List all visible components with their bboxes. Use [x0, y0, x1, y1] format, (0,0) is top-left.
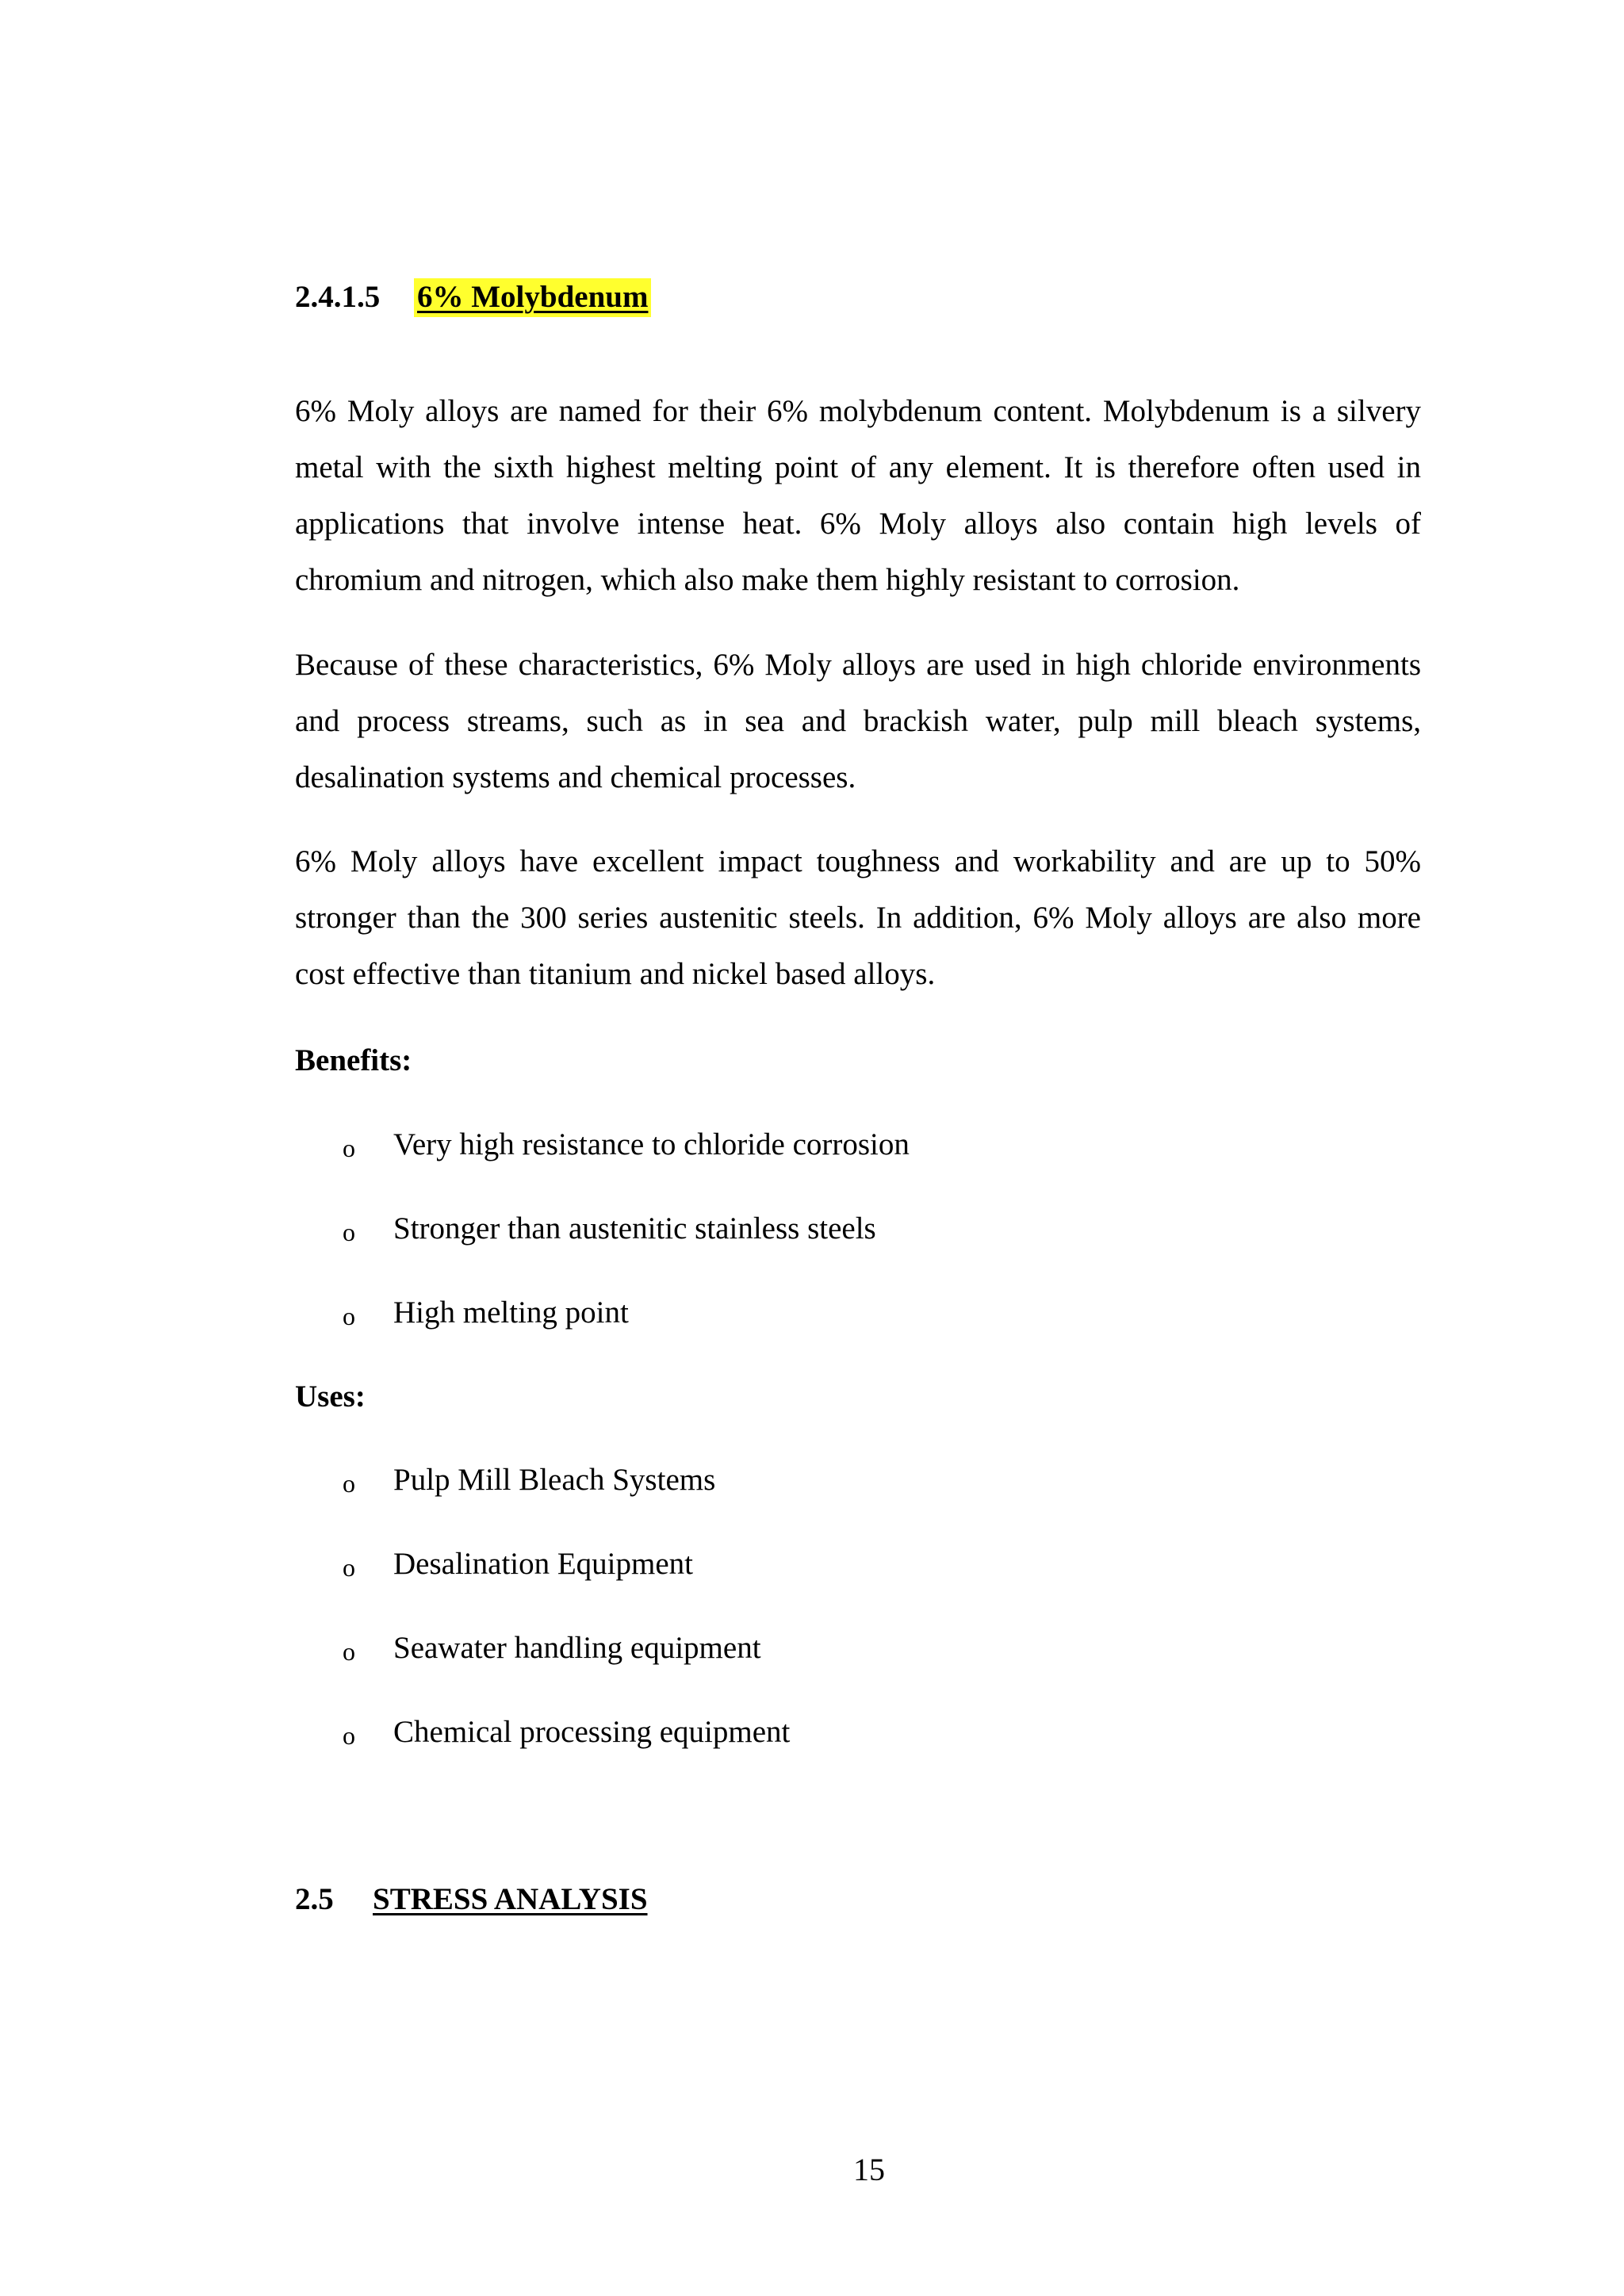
- bullet-marker: o: [343, 1721, 355, 1750]
- bullet-marker: o: [343, 1469, 355, 1498]
- bullet-marker: o: [343, 1218, 355, 1246]
- bullet-marker: o: [343, 1302, 355, 1330]
- list-item-text: Desalination Equipment: [393, 1547, 694, 1581]
- uses-label: Uses:: [295, 1380, 366, 1414]
- list-item-text: Seawater handling equipment: [393, 1631, 761, 1665]
- list-item-text: High melting point: [393, 1295, 629, 1330]
- section-title: STRESS ANALYSIS: [373, 1882, 648, 1916]
- paragraph-intro: 6% Moly alloys are named for their 6% molybdenum content. Molybdenum is a silvery metal with the sixth highest melting point of any element. It is therefore often used in applications that involve intense heat. 6% Moly alloys also contain high levels of chromium and nitrogen, which also make them highly resistant to corrosion.: [295, 394, 1421, 597]
- bullet-marker: o: [343, 1637, 355, 1666]
- section-title: 6% Molybdenum: [414, 278, 651, 317]
- list-item-text: Pulp Mill Bleach Systems: [393, 1463, 716, 1497]
- bullet-marker: o: [343, 1553, 355, 1582]
- benefits-label: Benefits:: [295, 1043, 412, 1077]
- bullet-marker: o: [343, 1134, 355, 1162]
- page-number: 15: [853, 2152, 885, 2187]
- list-item-text: Chemical processing equipment: [393, 1715, 791, 1749]
- list-item-text: Very high resistance to chloride corrosion: [393, 1127, 910, 1161]
- section-number: 2.4.1.5: [295, 280, 381, 314]
- paragraph-properties: 6% Moly alloys have excellent impact toughness and workability and are up to 50% stronger than the 300 series austenitic steels. In addition, 6% Moly alloys are also more cost effective than titanium and nickel based alloys.: [295, 844, 1421, 991]
- section-heading-stress-analysis: [295, 1884, 648, 1915]
- list-item-text: Stronger than austenitic stainless steels: [393, 1211, 876, 1246]
- paragraph-applications: Because of these characteristics, 6% Moly alloys are used in high chloride environments and process streams, such as in sea and brackish water, pulp mill bleach systems, desalination systems and chemical processes.: [295, 648, 1421, 794]
- section-number: 2.5: [295, 1882, 334, 1916]
- section-heading-molybdenum: [295, 281, 651, 312]
